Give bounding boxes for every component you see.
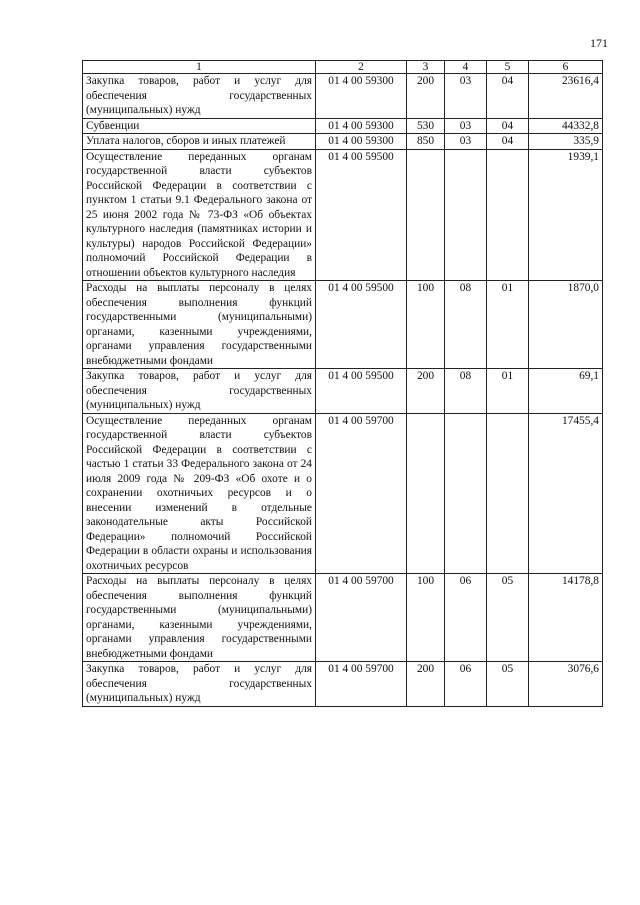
expense-type: 100 <box>407 574 445 662</box>
section <box>445 413 487 574</box>
section: 03 <box>445 74 487 119</box>
expense-name: Закупка товаров, работ и услуг для обеспечения государственных (муниципальных) нужд <box>83 369 316 414</box>
expense-type: 200 <box>407 369 445 414</box>
section: 06 <box>445 574 487 662</box>
subsection <box>487 413 529 574</box>
subsection: 05 <box>487 574 529 662</box>
header-col-1: 1 <box>83 61 316 74</box>
header-col-3: 3 <box>407 61 445 74</box>
table-row <box>83 281 603 369</box>
subsection: 04 <box>487 74 529 119</box>
expense-name: Субвенции <box>83 118 316 134</box>
header-row <box>83 61 603 74</box>
amount: 335,9 <box>529 134 603 150</box>
table-row <box>83 74 603 119</box>
page-number: 171 <box>590 36 608 50</box>
expense-type: 850 <box>407 134 445 150</box>
amount: 1870,0 <box>529 281 603 369</box>
expense-name: Уплата налогов, сборов и иных платежей <box>83 134 316 150</box>
header-col-5: 5 <box>487 61 529 74</box>
header-col-2: 2 <box>316 61 407 74</box>
amount: 14178,8 <box>529 574 603 662</box>
amount: 3076,6 <box>529 662 603 707</box>
target-code: 01 4 00 59500 <box>316 281 407 369</box>
target-code: 01 4 00 59700 <box>316 574 407 662</box>
subsection: 01 <box>487 281 529 369</box>
section: 08 <box>445 369 487 414</box>
subsection: 01 <box>487 369 529 414</box>
expense-type: 530 <box>407 118 445 134</box>
section: 06 <box>445 662 487 707</box>
expense-name: Осуществление переданных органам государственной власти субъектов Российской Федерации в соответствии с пунктом 1 статьи 9.1 Федерального закона от 25 июня 2002 года № 73-ФЗ «Об объектах культурного наследия (памятниках истории и культуры) народов Российской Федерации» полномочий Российской Федерации в отношении объектов культурного наследия <box>83 149 316 281</box>
target-code: 01 4 00 59700 <box>316 662 407 707</box>
target-code: 01 4 00 59300 <box>316 74 407 119</box>
target-code: 01 4 00 59700 <box>316 413 407 574</box>
expense-type <box>407 413 445 574</box>
subsection <box>487 149 529 281</box>
section <box>445 149 487 281</box>
section: 03 <box>445 134 487 150</box>
target-code: 01 4 00 59500 <box>316 369 407 414</box>
target-code: 01 4 00 59500 <box>316 149 407 281</box>
expense-type: 200 <box>407 74 445 119</box>
table-row <box>83 149 603 281</box>
subsection: 04 <box>487 134 529 150</box>
amount: 17455,4 <box>529 413 603 574</box>
target-code: 01 4 00 59300 <box>316 118 407 134</box>
target-code: 01 4 00 59300 <box>316 134 407 150</box>
table-row <box>83 369 603 414</box>
table-row <box>83 134 603 150</box>
section: 03 <box>445 118 487 134</box>
subsection: 04 <box>487 118 529 134</box>
header-col-6: 6 <box>529 61 603 74</box>
section: 08 <box>445 281 487 369</box>
table-row <box>83 662 603 707</box>
amount: 44332,8 <box>529 118 603 134</box>
table-row <box>83 574 603 662</box>
table-row <box>83 118 603 134</box>
amount: 69,1 <box>529 369 603 414</box>
budget-table <box>82 60 603 707</box>
expense-name: Закупка товаров, работ и услуг для обеспечения государственных (муниципальных) нужд <box>83 74 316 119</box>
amount: 23616,4 <box>529 74 603 119</box>
expense-name: Расходы на выплаты персоналу в целях обеспечения выполнения функций государственными (муниципальными) органами, казенными учреждениями, органами управления государственными внебюджетными фондами <box>83 574 316 662</box>
expense-name: Расходы на выплаты персоналу в целях обеспечения выполнения функций государственными (муниципальными) органами, казенными учреждениями, органами управления государственными внебюджетными фондами <box>83 281 316 369</box>
expense-type <box>407 149 445 281</box>
header-col-4: 4 <box>445 61 487 74</box>
expense-type: 200 <box>407 662 445 707</box>
expense-name: Закупка товаров, работ и услуг для обеспечения государственных (муниципальных) нужд <box>83 662 316 707</box>
amount: 1939,1 <box>529 149 603 281</box>
expense-type: 100 <box>407 281 445 369</box>
table-row <box>83 413 603 574</box>
subsection: 05 <box>487 662 529 707</box>
expense-name: Осуществление переданных органам государственной власти субъектов Российской Федерации в соответствии с частью 1 статьи 33 Федерального закона от 24 июля 2009 года № 209-ФЗ «Об охоте и о сохранении охотничьих ресурсов и о внесении изменений в отдельные законодательные акты Российской Федерации» полномочий Российской Федерации в области охраны и использования охотничьих ресурсов <box>83 413 316 574</box>
